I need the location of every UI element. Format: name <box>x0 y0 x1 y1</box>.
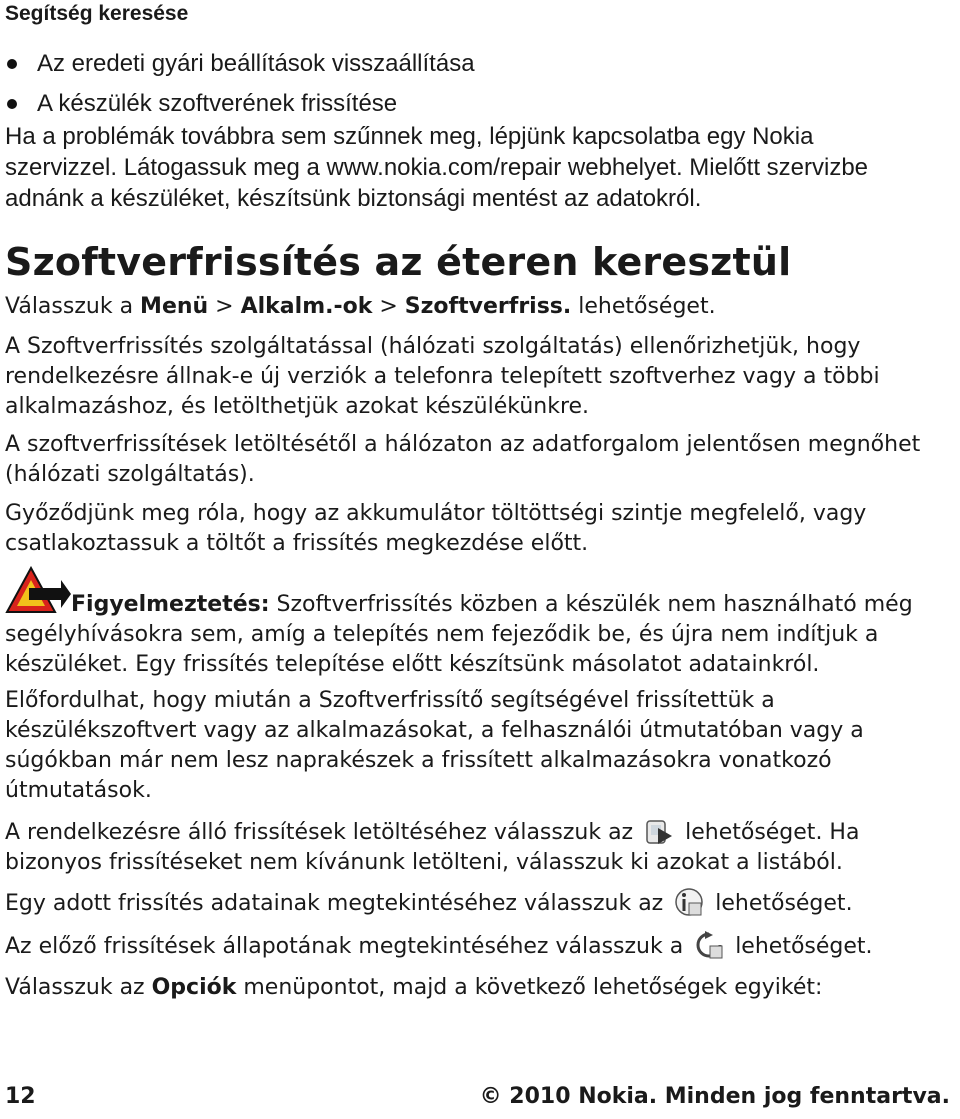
warning-label: Figyelmeztetés: <box>71 592 270 617</box>
warning-paragraph: Figyelmeztetés: Szoftverfrissítés közben a készülék nem használható még segélyhívásokra sem, amíg a telepítés nem fejeződik be, és újra nem indítjuk a készüléket. Egy frissítés telepítése előtt készítsünk másolatot adatainkról. <box>5 592 913 677</box>
menu-label: Menü <box>140 294 209 319</box>
update-history-icon <box>694 930 724 960</box>
bullet-list <box>5 44 475 124</box>
bullet-item: Az eredeti gyári beállítások visszaállítása <box>5 44 475 84</box>
paragraph-battery: Győződjünk meg róla, hogy az akkumulátor töltöttségi szintje megfelelő, vagy csatlakoztassuk a töltőt a frissítés megkezdése előtt. <box>5 501 867 556</box>
copyright-notice: © 2010 Nokia. Minden jog fenntartva. <box>479 1084 950 1109</box>
paragraph-traffic: A szoftverfrissítések letöltésétől a hálózaton az adatforgalom jelentősen megnőhet (hálózati szolgáltatás). <box>5 432 921 487</box>
update-label: Szoftverfriss. <box>404 294 572 319</box>
bullet-item: A készülék szoftverének frissítése <box>5 84 475 124</box>
options-label: Opciók <box>151 975 237 1000</box>
bullet-icon <box>7 59 17 69</box>
paragraph-service: A Szoftverfrissítés szolgáltatással (hálózati szolgáltatás) ellenőrizhetjük, hogy rendelkezésre állnak-e új verziók a telefonra telepített szoftverhez vagy a többi alkalmazáshoz, és letölthetjük azokat készülékünkre. <box>5 334 880 419</box>
paragraph-options: Válasszuk az Opciók menüpontot, majd a következő lehetőségek egyikét: <box>5 975 823 1000</box>
paragraph-download: A rendelkezésre álló frissítések letöltéséhez válasszuk az lehetőséget. Ha bizonyos frissítéseket nem kívánunk letölteni, válasszuk ki azokat a listából. <box>5 816 955 878</box>
update-details-icon <box>674 887 704 917</box>
intro-paragraph: Ha a problémák továbbra sem szűnnek meg, lépjünk kapcsolatba egy Nokia szervizzel. Látogassuk meg a www.nokia.com/repair webhelyet. Mielőtt szervizbe adnánk a készüléket, készítsünk biztonsági mentést az adatokról. <box>5 123 869 212</box>
apps-label: Alkalm.-ok <box>240 294 373 319</box>
page-number: 12 <box>5 1084 36 1109</box>
paragraph-guides: Előfordulhat, hogy miután a Szoftverfrissítő segítségével frissítettük a készülékszoftvert vagy az alkalmazásokat, a felhasználói útmutatóban vagy a súgókban már nem lesz naprakészek a frissített alkalmazásokra vonatkozó útmutatások. <box>5 688 864 803</box>
download-update-icon <box>644 816 674 846</box>
paragraph-details: Egy adott frissítés adatainak megtekintéséhez válasszuk az lehetőséget. <box>5 887 955 919</box>
bullet-icon <box>7 99 17 109</box>
menu-path: Válasszuk a Menü > Alkalm.-ok > Szoftverfriss. lehetőséget. <box>5 294 716 319</box>
section-title: Segítség keresése <box>5 2 189 25</box>
page-heading: Szoftverfrissítés az éteren keresztül <box>5 240 792 284</box>
paragraph-history: Az előző frissítések állapotának megtekintéséhez válasszuk a lehetőséget. <box>5 930 955 962</box>
